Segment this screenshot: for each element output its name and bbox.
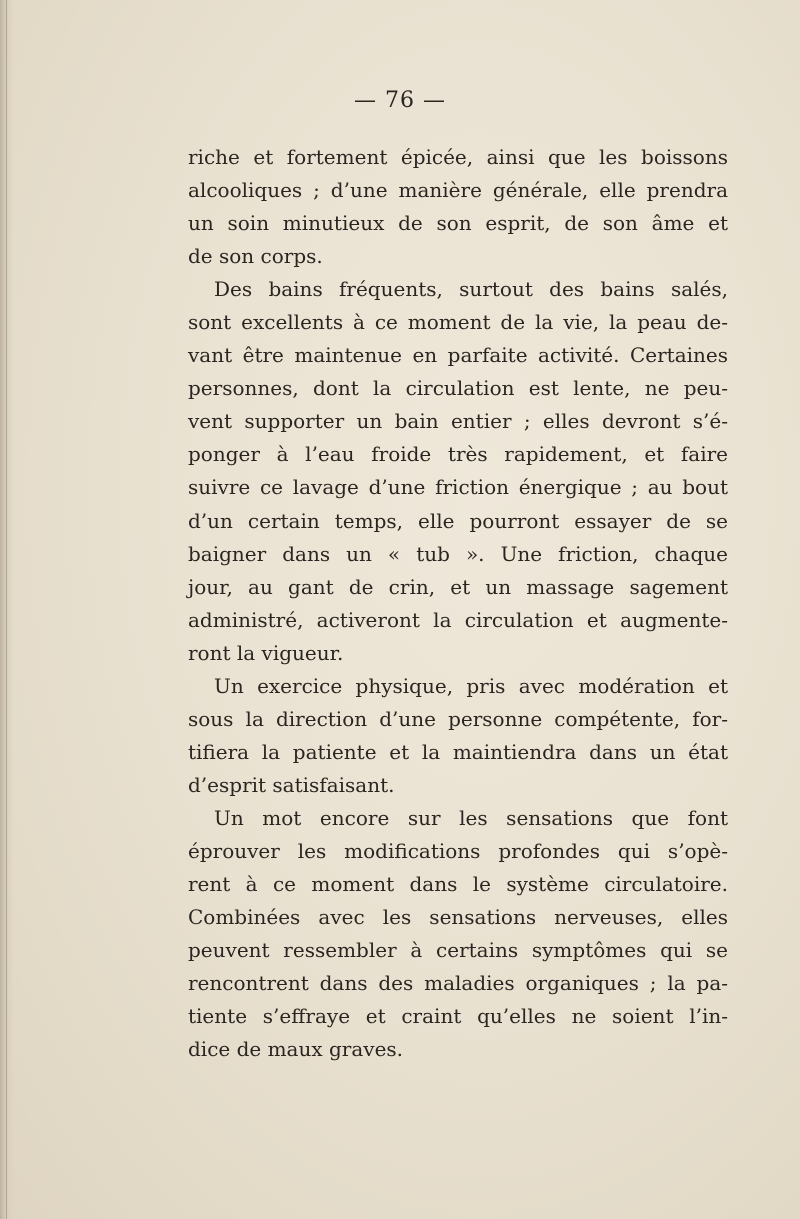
text-line: d’esprit satisfaisant.: [188, 772, 395, 797]
text-line: ponger à l’eau froide très rapidement, et faire: [188, 442, 728, 467]
text-line: jour, au gant de crin, et un massage sagement: [188, 574, 728, 599]
paragraph: [188, 273, 728, 670]
page-number: — 76 —: [354, 88, 446, 113]
text-line: personnes, dont la circulation est lente, ne peu-: [188, 376, 728, 401]
body-text: [188, 141, 728, 1066]
text-line: alcooliques ; d’une manière générale, elle prendra: [188, 178, 728, 203]
text-line: vent supporter un bain entier ; elles devront s’é-: [188, 409, 728, 434]
text-line: rencontrent dans des maladies organiques ; la pa-: [188, 971, 728, 996]
text-line: suivre ce lavage d’une friction énergique ; au bout: [188, 475, 728, 500]
text-line: d’un certain temps, elle pourront essayer de se: [188, 508, 728, 533]
text-line: tifiera la patiente et la maintiendra dans un état: [188, 739, 728, 764]
text-line: sous la direction d’une personne compétente, for-: [188, 706, 728, 731]
text-line: un soin minutieux de son esprit, de son âme et: [188, 211, 728, 236]
text-line: de son corps.: [188, 244, 323, 269]
paragraph: [188, 141, 728, 273]
text-line: administré, activeront la circulation et augmente-: [188, 607, 728, 632]
text-line: baigner dans un « tub ». Une friction, chaque: [188, 541, 728, 566]
text-line: Des bains fréquents, surtout des bains salés,: [214, 277, 728, 302]
page-binding-edge: [0, 0, 14, 1219]
text-line: rent à ce moment dans le système circulatoire.: [188, 872, 728, 897]
text-line: tiente s’effraye et craint qu’elles ne soient l’in-: [188, 1004, 728, 1029]
text-line: Un exercice physique, pris avec modération et: [214, 673, 728, 698]
paragraph: [188, 670, 728, 802]
text-line: éprouver les modifications profondes qui s’opè-: [188, 838, 728, 863]
paragraph: [188, 802, 728, 1066]
text-line: ront la vigueur.: [188, 640, 344, 665]
text-line: riche et fortement épicée, ainsi que les boissons: [188, 145, 728, 169]
text-line: Combinées avec les sensations nerveuses, elles: [188, 905, 728, 930]
text-line: sont excellents à ce moment de la vie, la peau de-: [188, 310, 728, 335]
text-line: Un mot encore sur les sensations que font: [214, 805, 728, 830]
text-line: peuvent ressembler à certains symptômes qui se: [188, 938, 728, 963]
text-line: dice de maux graves.: [188, 1037, 404, 1062]
text-line: vant être maintenue en parfaite activité. Certaines: [188, 343, 728, 368]
